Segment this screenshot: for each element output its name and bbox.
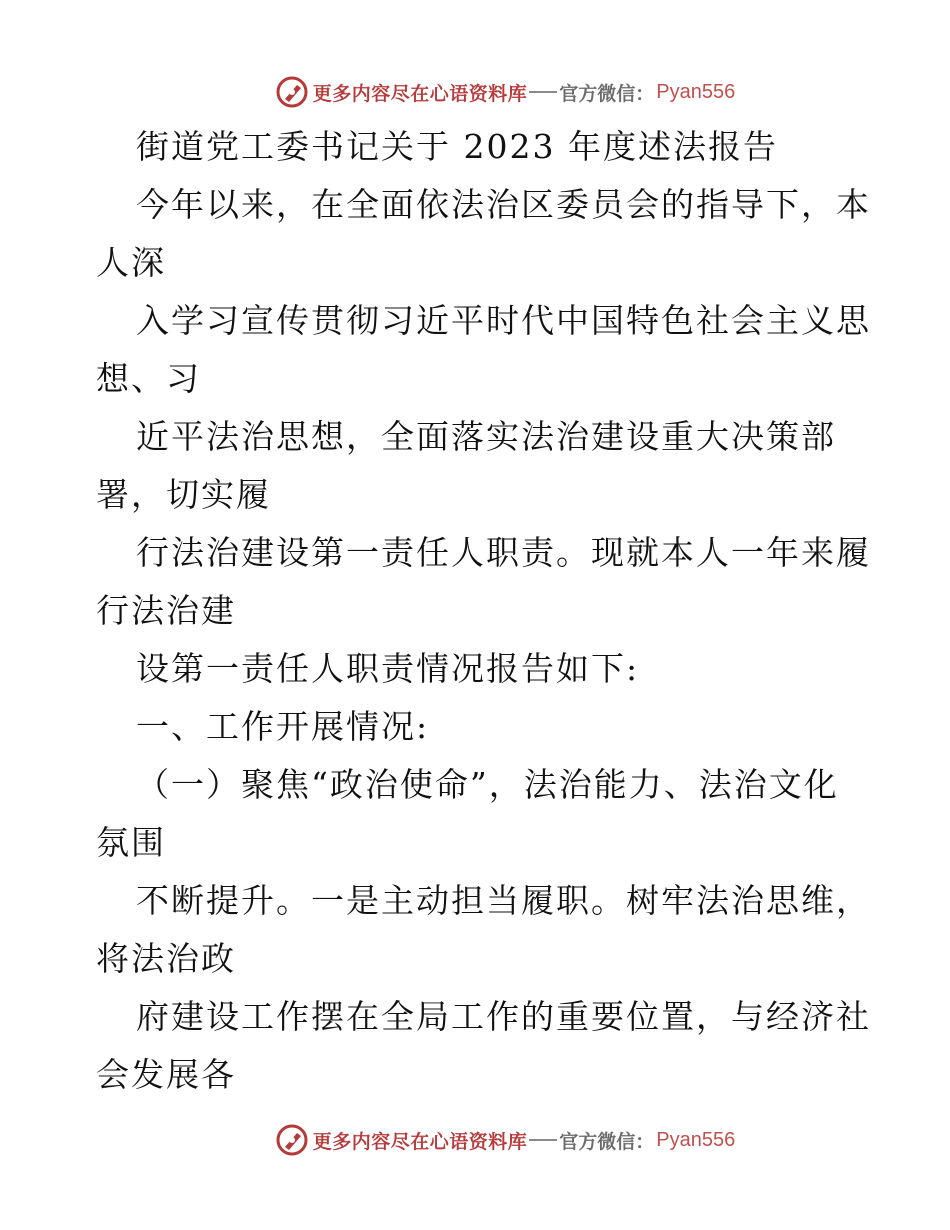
doc-line: 行法治建 xyxy=(96,591,236,630)
doc-line: 近平法治思想，全面落实法治建设重大决策部 xyxy=(136,417,836,456)
doc-line: 人深 xyxy=(96,243,166,282)
pen-logo-icon xyxy=(275,75,309,109)
watermark-header xyxy=(0,72,950,112)
watermark-main-text: 更多内容尽在心语资料库 xyxy=(312,82,528,105)
watermark-sub-text: 官方微信： xyxy=(559,82,655,105)
doc-line: 署，切实履 xyxy=(96,475,271,514)
doc-line: 府建设工作摆在全局工作的重要位置，与经济社 xyxy=(136,997,871,1036)
watermark-id-text: Pyan556 xyxy=(656,1128,736,1151)
doc-line: 街道党工委书记关于 2023 年度述法报告 xyxy=(136,127,778,166)
doc-line: 设第一责任人职责情况报告如下: xyxy=(136,649,640,688)
document-body xyxy=(96,118,876,1104)
doc-line: 会发展各 xyxy=(96,1055,236,1094)
watermark-main-text: 更多内容尽在心语资料库 xyxy=(312,1130,528,1153)
doc-line: 将法治政 xyxy=(96,939,236,978)
doc-line: 想、习 xyxy=(96,359,201,398)
pen-logo-icon xyxy=(275,1123,309,1157)
watermark-dash xyxy=(529,1139,557,1141)
watermark-dash xyxy=(529,91,557,93)
doc-line: （一）聚焦“政治使命”，法治能力、法治文化 xyxy=(136,765,839,804)
doc-line: 不断提升。一是主动担当履职。树牢法治思维， xyxy=(136,881,871,920)
doc-line: 今年以来，在全面依法治区委员会的指导下，本 xyxy=(136,185,871,224)
doc-line: 一、工作开展情况: xyxy=(136,707,430,746)
doc-line: 氛围 xyxy=(96,823,166,862)
doc-line: 入学习宣传贯彻习近平时代中国特色社会主义思 xyxy=(136,301,871,340)
watermark-sub-text: 官方微信： xyxy=(559,1130,655,1153)
doc-line: 行法治建设第一责任人职责。现就本人一年来履 xyxy=(136,533,871,572)
watermark-id-text: Pyan556 xyxy=(656,80,736,103)
watermark-footer xyxy=(0,1120,950,1160)
